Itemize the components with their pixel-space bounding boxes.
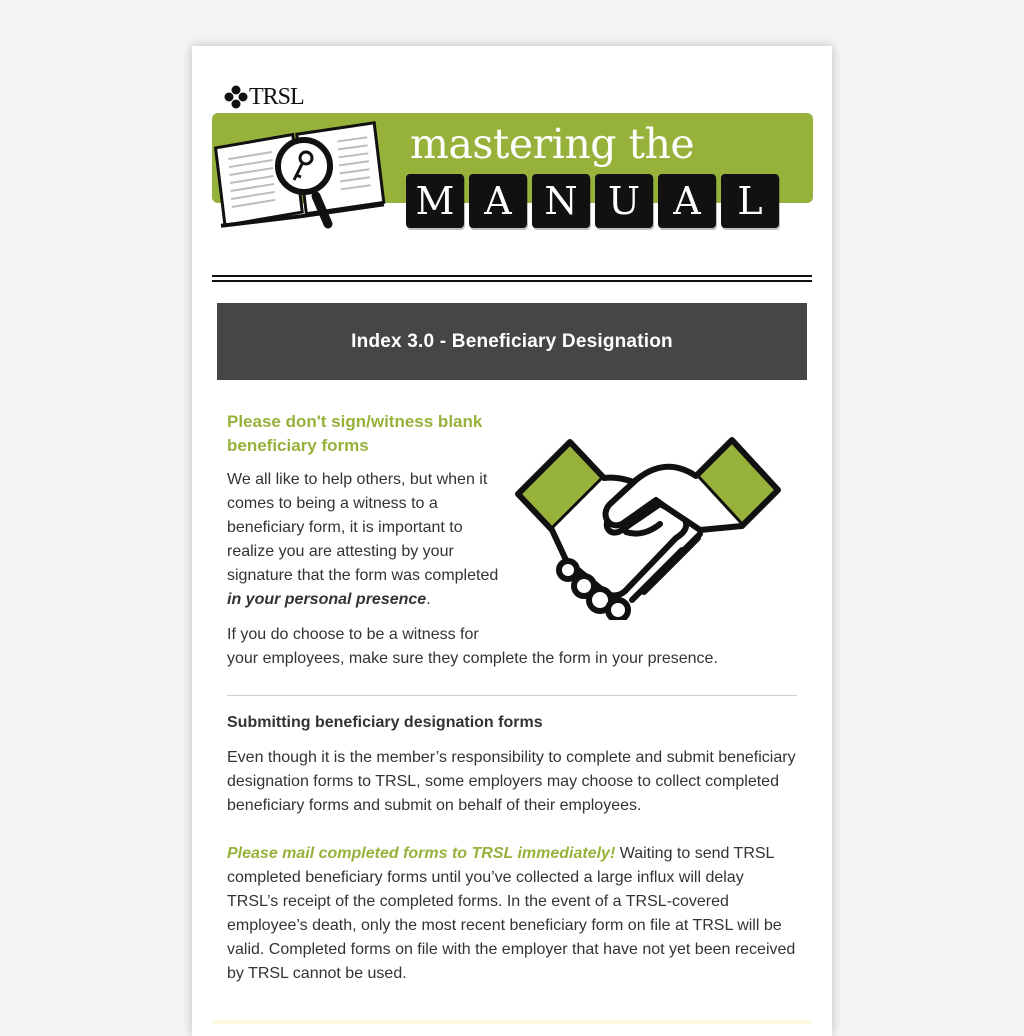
trsl-logo[interactable] xyxy=(224,82,304,112)
section1-para2-line1: If you do choose to be a witness for xyxy=(227,626,479,643)
header-divider xyxy=(212,275,812,282)
section-divider xyxy=(227,695,797,696)
tile-letter: L xyxy=(721,174,779,228)
banner-title: mastering the xyxy=(410,120,695,168)
article-content xyxy=(227,410,797,986)
manual-tiles xyxy=(406,174,784,228)
logo-text: TRSL xyxy=(249,84,304,110)
section1-para1-text: We all like to help others, but when it comes to being a witness to a beneficiary form, it is important to realize you are attesting by your signature that the form was completed xyxy=(227,471,499,584)
section2-para2-text: Waiting to send TRSL completed beneficiary forms until you’ve collected a large influx will delay TRSL’s receipt of the completed forms. In the event of a TRSL-covered employee’s death, only the most recent beneficiary form on file at TRSL will be valid. Completed forms on file with the employer that have not yet been received by TRSL cannot be used. xyxy=(227,845,796,982)
index-title: Index 3.0 - Beneficiary Designation xyxy=(351,330,673,352)
book-magnifier-icon xyxy=(212,120,392,240)
section1-heading: Please don't sign/witness blank beneficiary forms xyxy=(227,412,483,455)
section1-para2-line2: your employees, make sure they complete the form in your presence. xyxy=(227,650,718,667)
trsl-logo-icon xyxy=(224,85,248,109)
index-title-box xyxy=(217,303,807,380)
tile-letter: N xyxy=(532,174,590,228)
section2-para2-emphasis: Please mail completed forms to TRSL immediately! xyxy=(227,845,616,862)
section2-para1: Even though it is the member’s responsibility to complete and submit beneficiary designation forms to TRSL, some employers may choose to collect completed beneficiary forms and submit on behalf of their employees. xyxy=(227,749,796,814)
tile-letter: A xyxy=(469,174,527,228)
section1-para1 xyxy=(227,468,502,612)
next-section-strip xyxy=(212,1020,812,1024)
tile-letter: A xyxy=(658,174,716,228)
section1-para1-emphasis: in your personal presence xyxy=(227,591,427,608)
section1-para1-end: . xyxy=(426,591,431,608)
tile-letter: U xyxy=(595,174,653,228)
tile-letter: M xyxy=(406,174,464,228)
newsletter-card xyxy=(192,46,832,1036)
section2-heading: Submitting beneficiary designation forms xyxy=(227,714,543,731)
section2-para2 xyxy=(227,842,797,986)
